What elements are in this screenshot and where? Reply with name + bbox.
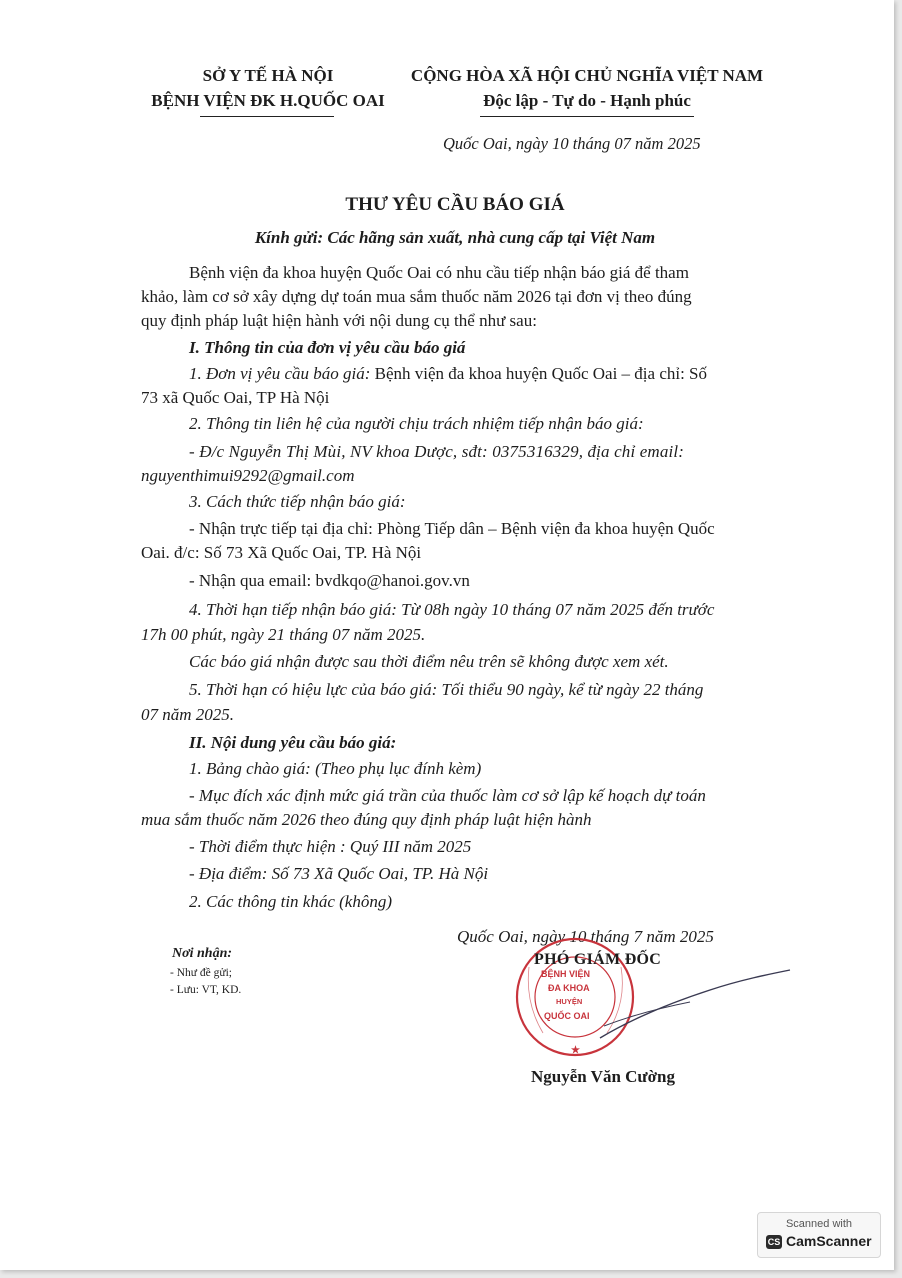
execution-time: - Thời điểm thực hiện : Quý III năm 2025	[189, 837, 472, 856]
org-underline	[200, 116, 334, 117]
execution-place: - Địa điểm: Số 73 Xã Quốc Oai, TP. Hà Nội	[189, 864, 489, 883]
late-quote-note: Các báo giá nhận được sau thời điểm nêu trên sẽ không được xem xét.	[189, 652, 669, 671]
intro-line-2: khảo, làm cơ sở xây dựng dự toán mua sắm thuốc năm 2026 tại đơn vị theo đúng	[141, 287, 692, 306]
seal-center-line: BỆNH VIỆN	[541, 969, 591, 979]
seal-center-line: ĐA KHOA	[548, 983, 590, 993]
org-name: BỆNH VIỆN ĐK H.QUỐC OAI	[151, 91, 385, 110]
recipient-item: - Lưu: VT, KD.	[170, 984, 242, 996]
email-receive-line: - Nhận qua email: bvdkqo@hanoi.gov.vn	[189, 571, 470, 590]
recipient-line: Kính gửi: Các hãng sản xuất, nhà cung cấp tại Việt Nam	[254, 228, 656, 247]
national-title: CỘNG HÒA XÃ HỘI CHỦ NGHĨA VIỆT NAM	[410, 66, 764, 85]
section-1-item-2: 2. Thông tin liên hệ của người chịu trách nhiệm tiếp nhận báo giá:	[189, 414, 644, 433]
section-2-heading: II. Nội dung yêu cầu báo giá:	[189, 733, 397, 752]
section-1-item-3: 3. Cách thức tiếp nhận báo giá:	[189, 492, 406, 511]
watermark-brand: CamScanner	[786, 1233, 872, 1249]
purpose-line-1: - Mục đích xác định mức giá trần của thuốc làm cơ sở lập kế hoạch dự toán	[189, 786, 706, 805]
section-1-item-1	[189, 362, 707, 385]
camscanner-logo-icon: CS	[767, 1237, 781, 1247]
handwritten-signature	[590, 968, 800, 1048]
contact-email: nguyenthimui9292@gmail.com	[141, 466, 355, 485]
camscanner-watermark	[757, 1212, 881, 1258]
intro-line-1: Bệnh viện đa khoa huyện Quốc Oai có nhu cầu tiếp nhận báo giá để tham	[189, 263, 689, 282]
recipient-item: - Như đề gửi;	[170, 967, 232, 979]
section-1-item-5-line-2: 07 năm 2025.	[141, 705, 235, 724]
section-1-item-4-line-1: 4. Thời hạn tiếp nhận báo giá: Từ 08h ngày 10 tháng 07 năm 2025 đến trước	[189, 600, 715, 619]
section-1-item-5-line-1: 5. Thời hạn có hiệu lực của báo giá: Tối thiểu 90 ngày, kể từ ngày 22 tháng	[189, 680, 704, 699]
national-motto: Độc lập - Tự do - Hạnh phúc	[483, 91, 691, 110]
section-2-item-2: 2. Các thông tin khác (không)	[189, 892, 393, 911]
section-1-heading: I. Thông tin của đơn vị yêu cầu báo giá	[189, 338, 466, 357]
direct-receive-line-2: Oai. đ/c: Số 73 Xã Quốc Oai, TP. Hà Nội	[141, 543, 422, 562]
item-1-text: Bệnh viện đa khoa huyện Quốc Oai – địa chỉ: Số	[370, 364, 708, 383]
seal-center-line: HUYỆN	[556, 997, 583, 1006]
svg-text:★: ★	[571, 1045, 580, 1056]
watermark-caption: Scanned with	[785, 1218, 853, 1230]
section-1-item-4-line-2: 17h 00 phút, ngày 21 tháng 07 năm 2025.	[141, 625, 426, 644]
signer-title: PHÓ GIÁM ĐỐC	[534, 951, 662, 968]
contact-line: - Đ/c Nguyễn Thị Mùi, NV khoa Dược, sđt: 0375316329, địa chỉ email:	[189, 442, 685, 461]
signature-date: Quốc Oai, ngày 10 tháng 7 năm 2025	[457, 927, 714, 946]
motto-underline	[480, 116, 694, 117]
document-date: Quốc Oai, ngày 10 tháng 07 năm 2025	[443, 134, 701, 153]
recipients-label: Nơi nhận:	[172, 946, 233, 961]
signer-name: Nguyễn Văn Cường	[531, 1067, 676, 1086]
org-parent: SỞ Y TẾ HÀ NỘI	[202, 66, 334, 85]
section-2-item-1: 1. Bảng chào giá: (Theo phụ lục đính kèm)	[189, 759, 482, 778]
purpose-line-2: mua sắm thuốc năm 2026 theo đúng quy định pháp luật hiện hành	[141, 810, 592, 829]
item-1-label: 1. Đơn vị yêu cầu báo giá:	[189, 364, 371, 383]
section-1-item-1-cont: 73 xã Quốc Oai, TP Hà Nội	[141, 388, 330, 407]
document-title: THƯ YÊU CẦU BÁO GIÁ	[345, 194, 565, 215]
intro-line-3: quy định pháp luật hiện hành với nội dung cụ thể như sau:	[141, 311, 537, 330]
seal-center-line: QUỐC OAI	[544, 1011, 590, 1021]
direct-receive-line-1: - Nhận trực tiếp tại địa chỉ: Phòng Tiếp dân – Bệnh viện đa khoa huyện Quốc	[189, 519, 715, 538]
